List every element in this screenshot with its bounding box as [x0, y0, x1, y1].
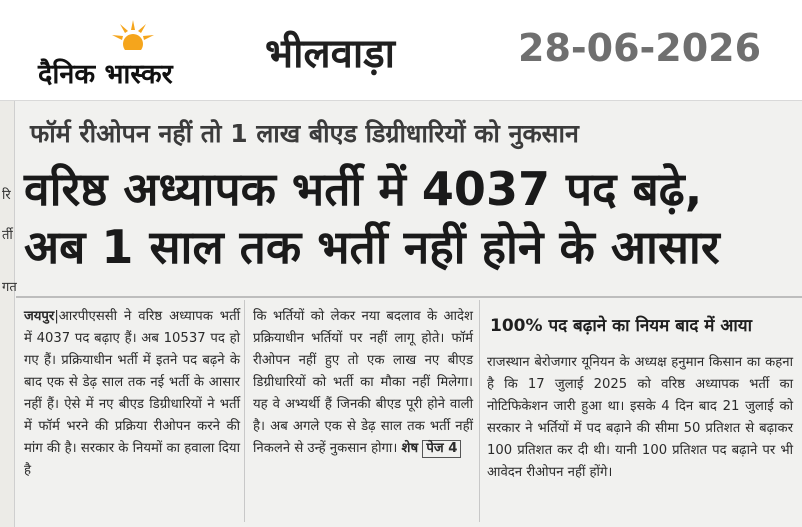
column-1-text: आरपीएससी ने वरिष्ठ अध्यापक भर्ती में 4037 पद बढ़ाए हैं। अब 10537 पद हो गए हैं। प्रक्रियाधीन भर्ती में इतने पद बढ़ने के बाद एक से डेढ़ साल तक नई भर्ती के आसार नहीं हैं। ऐसे में नए बीएड डिग्रीधारियों ने भर्ती में फॉर्म भरने की प्रक्रिया रीओपन करने की मांग की है। सरकार के नियमों का हवाला दिया है: [24, 309, 240, 478]
sidebar-subhead: 100% पद बढ़ाने का नियम बाद में आया: [490, 316, 753, 336]
headline-rule: [16, 296, 802, 298]
masthead-bar: [0, 0, 802, 101]
edition-city: भीलवाड़ा: [265, 31, 395, 77]
article-column-2: [253, 306, 473, 460]
dateline: जयपुर: [24, 309, 55, 324]
article-kicker: फॉर्म रीओपन नहीं तो 1 लाख बीएड डिग्रीधारियों को नुकसान: [30, 119, 579, 148]
edge-fragment-1: रि: [2, 188, 11, 203]
continued-label: शेष: [401, 441, 419, 456]
article-column-1: जयपुर|आरपीएससी ने वरिष्ठ अध्यापक भर्ती में 4037 पद बढ़ाए हैं। अब 10537 पद हो गए हैं। प्रक्रियाधीन भर्ती में इतने पद बढ़ने के बाद एक से डेढ़ साल तक नई भर्ती के आसार नहीं हैं। ऐसे में नए बीएड डिग्रीधारियों ने भर्ती में फॉर्म भरने की प्रक्रिया रीओपन करने की मांग की है। सरकार के नियमों का हवाला दिया है: [24, 309, 240, 478]
article-column-3: राजस्थान बेरोजगार यूनियन के अध्यक्ष हनुमान किसान का कहना है कि 17 जुलाई 2025 को वरिष्ठ अध्यापक भर्ती का नोटिफिकेशन जारी हुआ था। इसके 4 दिन बाद 21 जुलाई को सरकार ने भर्तियों में पद बढ़ाने की सीमा 50 प्रतिशत से बढ़ाकर 100 प्रतिशत कर दी थी। यानी 100 प्रतिशत पद बढ़ाने पर भी आवेदन रीओपन नहीं होंगे।: [487, 355, 793, 480]
edge-fragment-3: गत: [2, 280, 17, 295]
edge-fragment-2: र्ती: [2, 228, 13, 243]
left-edge-fragment: [0, 101, 15, 527]
edition-date: 28-06-2026: [518, 26, 762, 70]
article-headline: [24, 160, 720, 276]
column-divider: [479, 300, 480, 522]
headline-line-1: वरिष्ठ अध्यापक भर्ती में 4037 पद बढ़े,: [24, 162, 703, 216]
column-divider: [244, 300, 245, 522]
page-reference: पेज 4: [422, 440, 461, 458]
headline-line-2: अब 1 साल तक भर्ती नहीं होने के आसार: [24, 220, 720, 274]
logo-text: दैनिक भास्कर: [38, 59, 173, 90]
dainik-bhaskar-logo: [38, 20, 220, 90]
column-2-text: कि भर्तियों को लेकर नया बदलाव के आदेश प्रक्रियाधीन भर्तियों पर नहीं लागू होते। फॉर्म रीओपन नहीं हुए तो एक लाख नए बीएड डिग्रीधारियों को भर्ती का मौका नहीं मिलेगा। यह वे अभ्यर्थी हैं जिनकी बीएड पूरी होने वाली है। अब अगले एक से डेढ़ साल तक भर्ती नहीं निकलने से उन्हें नुकसान होगा।: [253, 309, 473, 456]
